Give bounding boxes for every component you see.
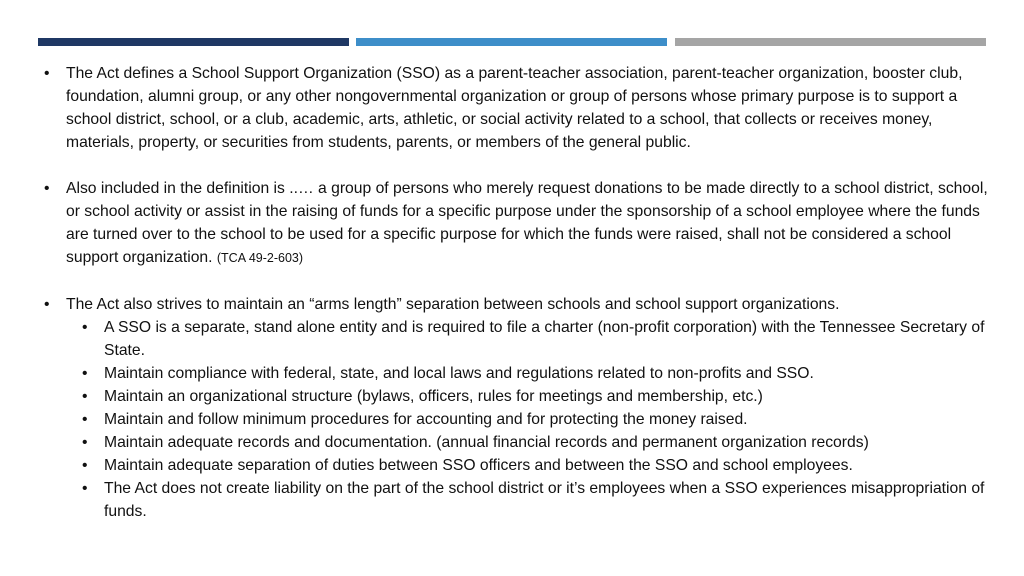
- sub-bullet-item: • Maintain an organizational structure (bylaws, officers, rules for meetings and membership, etc.): [66, 385, 988, 408]
- bullet-definition-inclusion: [38, 177, 988, 270]
- citation: (TCA 49-2-603): [216, 251, 304, 265]
- bullet-sso-definition: [38, 62, 988, 154]
- bullet-text: The Act also strives to maintain an “arms length” separation between schools and school support organizations.: [66, 296, 840, 313]
- sub-bullet-item: • Maintain and follow minimum procedures for accounting and for protecting the money raised.: [66, 408, 988, 431]
- header-decoration-bars: [38, 38, 986, 46]
- bullet-text: The Act defines a School Support Organization (SSO) as a parent-teacher association, parent-teacher organization, booster club, foundation, alumni group, or any other nongovernmental organization or group of persons whose primary purpose is to support a school district, school, or a club, academic, arts, athletic, or social activity related to a school, that collects or receives money, materials, property, or securities from students, parents, or members of the general public.: [66, 65, 963, 151]
- header-bar-gray: [675, 38, 986, 46]
- bullet-arms-length: [38, 293, 988, 523]
- sub-bullet-item: • Maintain compliance with federal, state, and local laws and regulations related to non-profits and SSO.: [66, 362, 988, 385]
- sub-bullet-item: • Maintain adequate records and documentation. (annual financial records and permanent organization records): [66, 431, 988, 454]
- header-bar-blue: [356, 38, 667, 46]
- slide-body: [38, 62, 988, 523]
- sub-bullet-item: • A SSO is a separate, stand alone entity and is required to file a charter (non-profit corporation) with the Tennessee Secretary of State.: [66, 316, 988, 362]
- bullet-text: Also included in the definition is ..… a group of persons who merely request donations to be made directly to a school district, school, or school activity or assist in the raising of funds for a specific purpose under the sponsorship of a school employee where the funds are turned over to the school to be used for a specific purpose for which the funds were raised, shall not be considered a school support organization.: [66, 180, 988, 266]
- sub-bullet-list: [66, 316, 988, 523]
- header-bar-navy: [38, 38, 349, 46]
- sub-bullet-item: • Maintain adequate separation of duties between SSO officers and between the SSO and school employees.: [66, 454, 988, 477]
- bullet-list: [38, 62, 988, 523]
- sub-bullet-item: • The Act does not create liability on the part of the school district or it’s employees when a SSO experiences misappropriation of funds.: [66, 477, 988, 523]
